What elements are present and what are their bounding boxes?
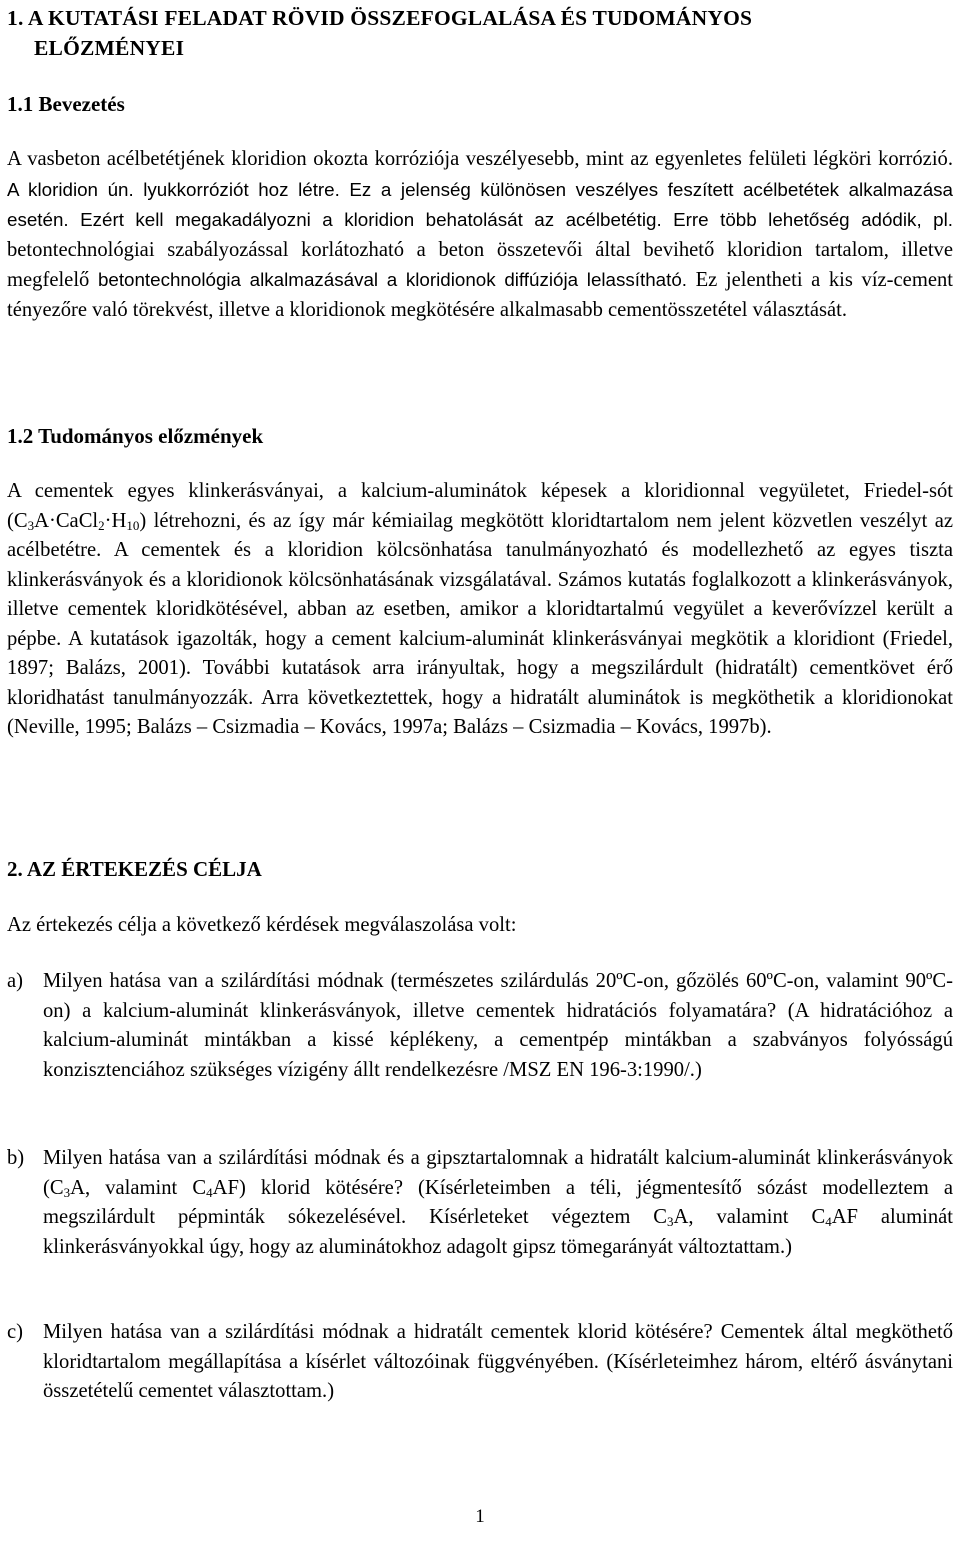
question-b-text-2: A, valamint C [70,1176,207,1199]
background-paragraph [7,477,953,743]
objectives-intro: Az értekezés célja a következő kérdések megválaszolása volt: [7,914,517,936]
question-a-text: Milyen hatása van a szilárdítási módnak (természetes szilárdulás 20ºC-on, gőzölés 60ºC-on, valamint 90ºC-on) a kalcium-aluminát klinkerásványok, illetve cementek hidratációs folyamatára? (A hidratációhoz a kalcium-aluminát mintákban a kissé képlékeny, a cementpép mintákban a szabványos folyósságú konzisztenciához szükséges vízigény állt rendelkezésre /MSZ EN 196-3:1990/.) [43,970,953,1081]
question-b-text-5: AF aluminát klinkerásványokkal úgy, hogy az aluminátokhoz adagolt gipsz tömegarányát változtattam.) [43,1206,953,1258]
intro-text-sans-1: A kloridion ún. lyukkorróziót hoz létre. Ez a jelenség különösen veszélyes feszített acélbetétek alkalmazása esetén. Ezért kell megakadályozni a kloridion behatolását az acélbetétig. Erre több lehetőség adódik, pl. [7,178,953,230]
background-text-2: A·CaCl [34,509,99,532]
question-b-letter: b) [7,1147,25,1169]
subscript: 10 [126,517,140,533]
subscript: 4 [206,1184,213,1200]
subscript: 3 [667,1214,674,1229]
background-text-1: A cementek egyes klinkerásványai, a kalcium-aluminátok képesek a kloridionnal vegyületet, Friedel-sót (C [7,480,953,532]
intro-text-serif-2: betontechnológiai szabályozással korlátozható a beton összetevői által bevihető kloridion tartalom, illetve megfelelő [7,238,953,291]
section-1-heading-line-1: 1. A KUTATÁSI FELADAT RÖVID ÖSSZEFOGLALÁSA ÉS TUDOMÁNYOS [7,6,753,30]
question-a-letter: a) [7,970,23,992]
section-2-heading: 2. AZ ÉRTEKEZÉS CÉLJA [7,857,262,881]
background-text-4: ) létrehozni, és az így már kémiailag megkötött kloridtartalom nem jelent közvetlen veszélyt az acélbetétre. A cementek és a kloridion kölcsönhatása tanulmányozható és modellezhető az egyes tiszta klinkerásványok és a kloridionok kölcsönhatásának vizsgálatával. Számos kutatás foglalkozott a klinkerásványok, illetve cementek kloridkötésével, abban az esetben, amikor a kloridtartalmú vegyület a keverővízzel került a pépbe. A kutatások igazolták, hogy a cement kalcium-aluminát klinkerásványai megkötik a kloridiont (Friedel, 1897; Balázs, 2001). További kutatások arra irányultak, hogy a megszilárdult (hidratált) cementkövet érő kloridhatást tanulmányozzák. Arra következtettek, hogy a hidratált aluminátok is megköthetik a kloridionokat (Neville, 1995; Balázs – Csizmadia – Kovács, 1997a; Balázs – Csizmadia – Kovács, 1997b). [7,509,953,738]
subscript: 4 [825,1214,832,1229]
intro-text-serif-1: A vasbeton acélbetétjének kloridion okozta korróziója veszélyesebb, mint az egyenletes felületi légköri korrózió. [7,148,953,170]
page-number: 1 [475,1506,485,1527]
subsection-1-1-heading: 1.1 Bevezetés [7,92,125,116]
question-c-letter: c) [7,1321,23,1343]
subsection-1-2-heading: 1.2 Tudományos előzmények [7,424,264,448]
background-text-3: ·H [104,509,127,532]
intro-text-sans-2: betontechnológia alkalmazásával a kloridionok diffúziója lelassítható. [97,269,687,290]
question-b-text [43,1144,953,1262]
introduction-paragraph [7,145,953,325]
question-b-text-1: Milyen hatása van a szilárdítási módnak és a gipsztartalomnak a hidratált kalcium-aluminát klinkerásványok (C [43,1147,953,1199]
section-1-heading [7,3,953,63]
section-1-heading-line-2: ELŐZMÉNYEI [34,36,185,60]
question-b-text-4: A, valamint C [673,1206,826,1228]
subscript: 3 [63,1184,71,1200]
subscript: 3 [27,517,35,533]
question-c-text: Milyen hatása van a szilárdítási módnak a hidratált cementek klorid kötésére? Cementek által megköthető kloridtartalom megállapítása a kísérlet változóinak függvényében. (Kísérleteimhez három, eltérő ásványtani összetételű cementet választottam.) [43,1321,953,1402]
question-b-text-3: AF) klorid kötésére? (Kísérleteimben a téli, jégmentesítő sózást modelleztem a megszilárdult pépminták sókezelésével. Kísérleteket végeztem C [43,1176,953,1228]
intro-text-serif-3: Ez jelentheti a kis víz-cement tényezőre való törekvést, illetve a kloridionok megkötésére alkalmasabb cementösszetétel választását. [7,269,953,321]
subscript: 2 [98,517,105,533]
